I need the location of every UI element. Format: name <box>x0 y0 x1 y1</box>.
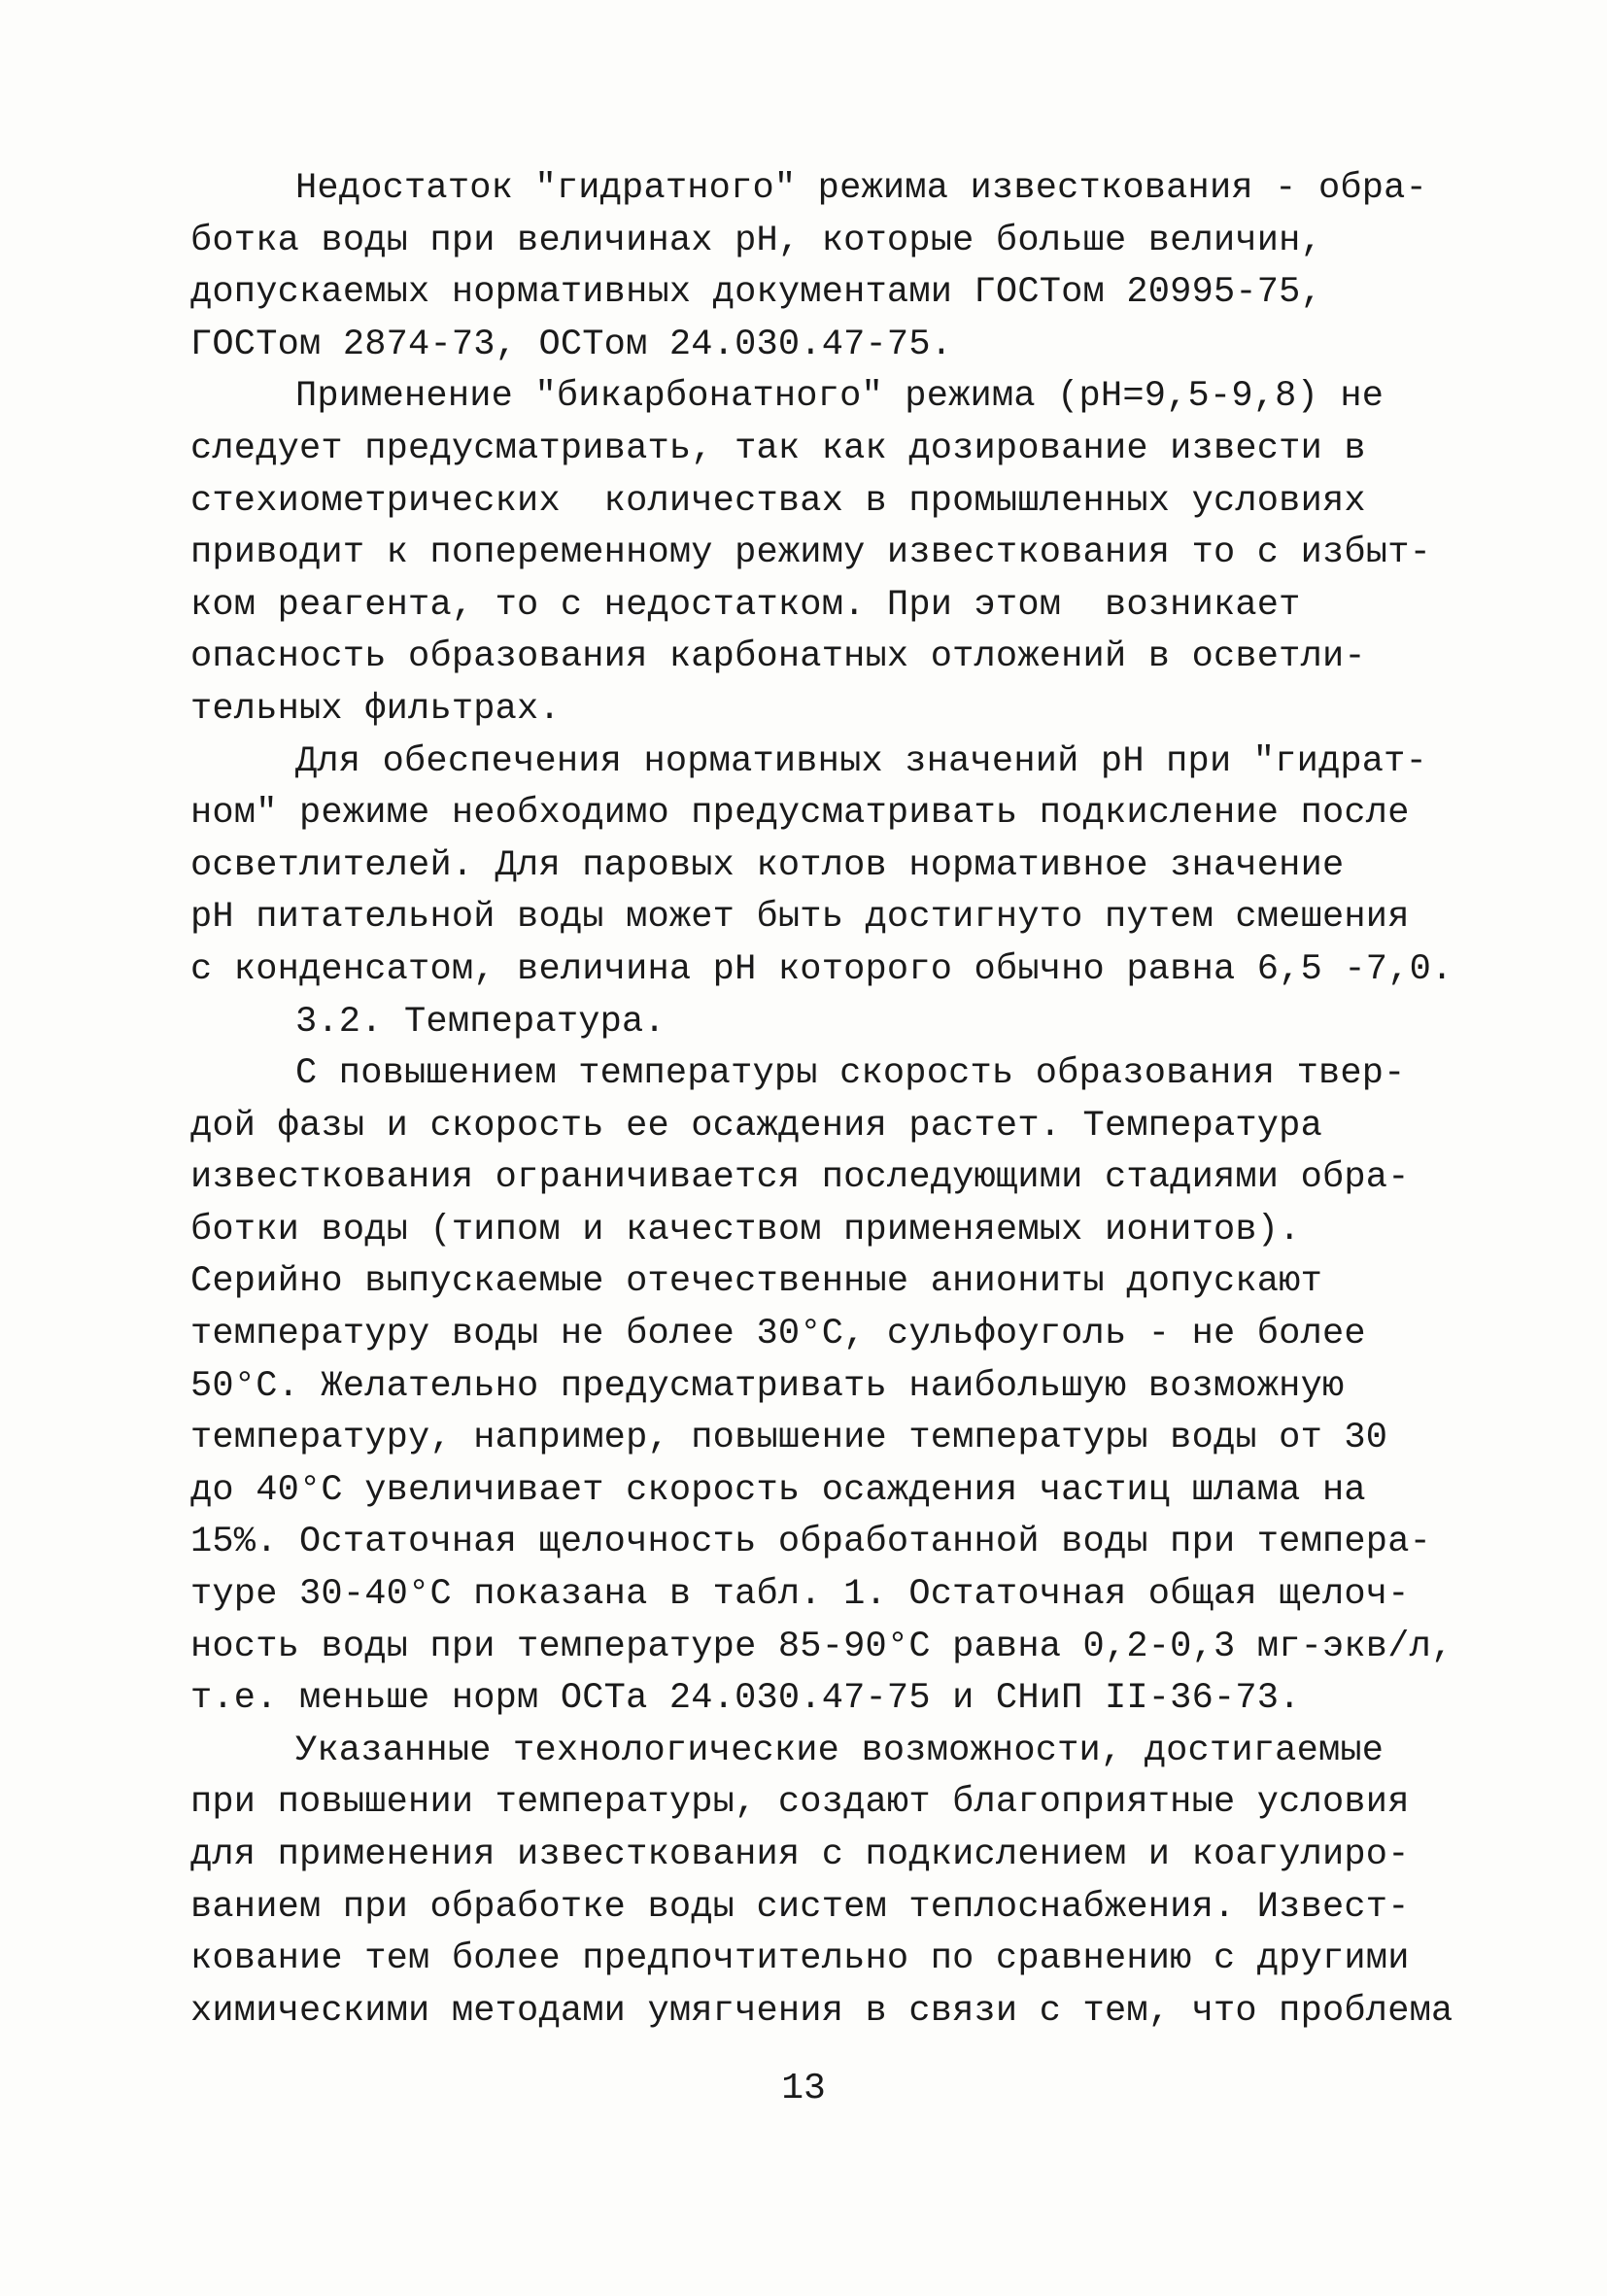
text-line: Указанные технологические возможности, достигаемые <box>295 1730 1385 1771</box>
text-line: Применение "бикарбонатного" режима (рН=9,5-9,8) не <box>295 376 1385 418</box>
text-line: с конденсатом, величина рН которого обычно равна 6,5 -7,0. <box>190 948 1453 990</box>
text-line: дой фазы и скорость ее осаждения растет. Температура <box>190 1105 1322 1147</box>
text-line: для применения известкования с подкислением и коагулиро- <box>190 1834 1410 1875</box>
section-heading: 3.2. Температура. <box>295 1001 666 1043</box>
text-line: ботка воды при величинах рН, которые больше величин, <box>190 220 1322 261</box>
text-line: рН питательной воды может быть достигнуто путем смешения <box>190 897 1410 939</box>
text-line: С повышением температуры скорость образования твер- <box>295 1053 1406 1095</box>
text-line: Для обеспечения нормативных значений рН при "гидрат- <box>295 740 1427 782</box>
text-line: ном" режиме необходимо предусматривать подкисление после <box>190 793 1410 835</box>
page-number: 13 <box>781 2068 826 2109</box>
text-line: известкования ограничивается последующими стадиями обра- <box>190 1157 1410 1199</box>
text-line: опасность образования карбонатных отложений в осветли- <box>190 636 1366 678</box>
text-line: Серийно выпускаемые отечественные аниониты допускают <box>190 1261 1322 1303</box>
text-line: ванием при обработке воды систем теплоснабжения. Извест- <box>190 1886 1410 1928</box>
text-line: туре 30-40°С показана в табл. 1. Остаточная общая щелоч- <box>190 1574 1410 1616</box>
text-line: осветлителей. Для паровых котлов нормативное значение <box>190 844 1345 886</box>
text-line: кование тем более предпочтительно по сравнению с другими <box>190 1938 1410 1980</box>
text-line: допускаемых нормативных документами ГОСТом 20995-75, <box>190 272 1322 314</box>
text-line: до 40°С увеличивает скорость осаждения частиц шлама на <box>190 1469 1366 1511</box>
text-line: ком реагента, то с недостатком. При этом возникает <box>190 584 1301 626</box>
text-line: тельных фильтрах. <box>190 688 561 730</box>
text-line: температуру воды не более 30°С, сульфоуголь - не более <box>190 1314 1366 1355</box>
text-line: Недостаток "гидратного" режима известкования - обра- <box>295 168 1427 209</box>
text-line: при повышении температуры, создают благоприятные условия <box>190 1782 1410 1824</box>
text-line: ботки воды (типом и качеством применяемых ионитов). <box>190 1209 1301 1251</box>
text-line: 50°С. Желательно предусматривать наибольшую возможную <box>190 1365 1345 1407</box>
text-line: т.е. меньше норм ОСТа 24.030.47-75 и СНиП II-36-73. <box>190 1678 1301 1720</box>
text-line: ность воды при температуре 85-90°С равна 0,2-0,3 мг-экв/л, <box>190 1626 1453 1667</box>
text-line: химическими методами умягчения в связи с тем, что проблема <box>190 1990 1453 2032</box>
text-line: 15%. Остаточная щелочность обработанной воды при темпера- <box>190 1522 1432 1563</box>
text-line: следует предусматривать, так как дозирование извести в <box>190 428 1366 469</box>
body-text <box>190 163 1453 2038</box>
text-line: температуру, например, повышение температуры воды от 30 <box>190 1418 1388 1459</box>
text-line: ГОСТом 2874-73, ОСТом 24.030.47-75. <box>190 324 953 365</box>
text-line: стехиометрических количествах в промышленных условиях <box>190 480 1366 522</box>
text-line: приводит к попеременному режиму известкования то с избыт- <box>190 532 1432 574</box>
